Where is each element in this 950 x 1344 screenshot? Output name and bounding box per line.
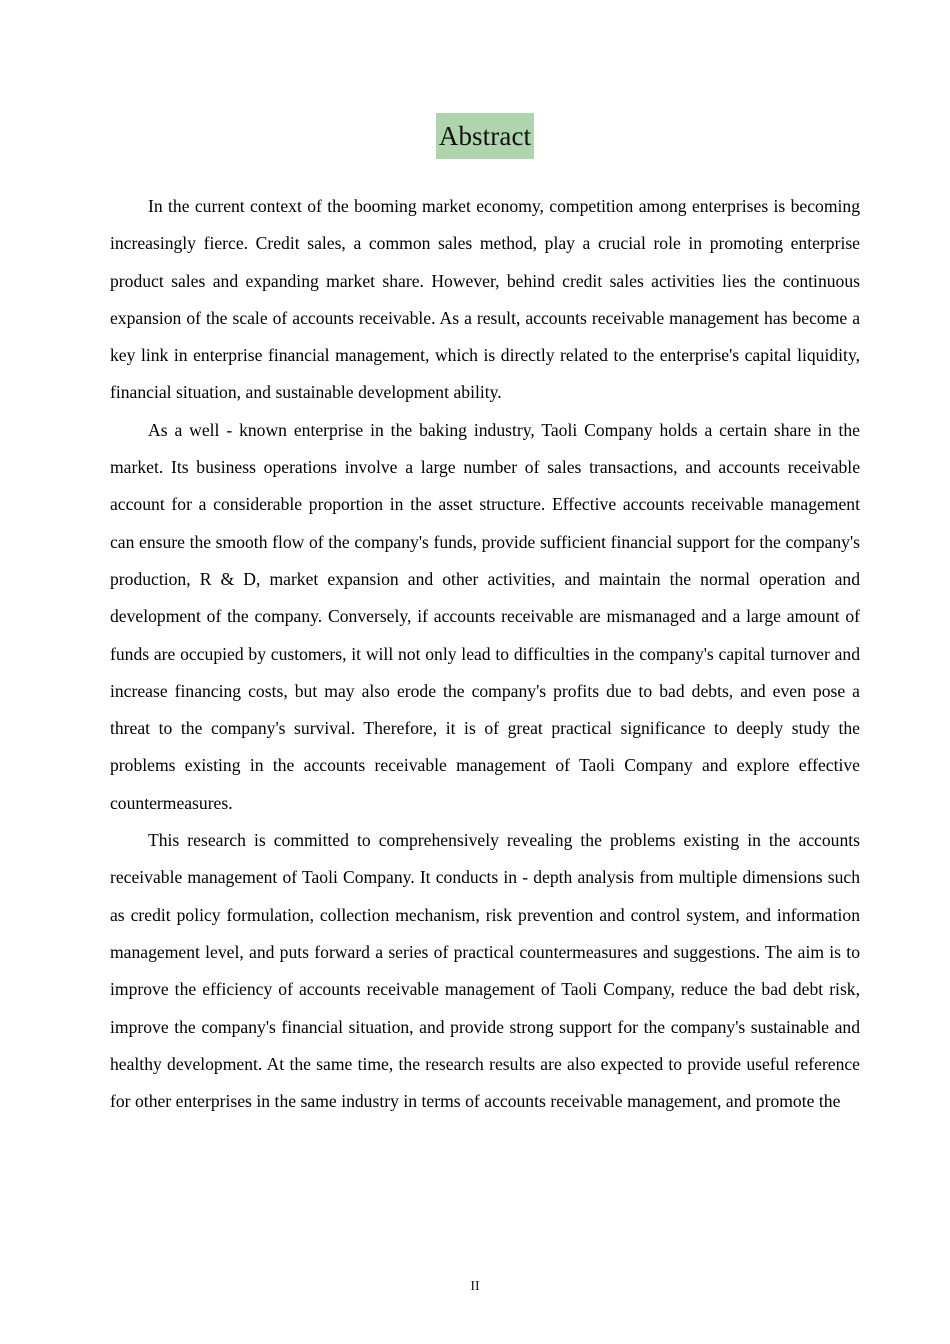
abstract-heading (110, 113, 860, 159)
paragraph-2: As a well - known enterprise in the baking industry, Taoli Company holds a certain share in the market. Its business operations involve a large number of sales transactions, and accounts receivable account for a considerable proportion in the asset structure. Effective accounts receivable management can ensure the smooth flow of the company's funds, provide sufficient financial support for the company's production, R & D, market expansion and other activities, and maintain the normal operation and development of the company. Conversely, if accounts receivable are mismanaged and a large amount of funds are occupied by customers, it will not only lead to difficulties in the company's capital turnover and increase financing costs, but may also erode the company's profits due to bad debts, and even pose a threat to the company's survival. Therefore, it is of great practical significance to deeply study the problems existing in the accounts receivable management of Taoli Company and explore effective countermeasures. (110, 419, 860, 813)
page-number: II (470, 1279, 480, 1294)
paragraph-3: This research is committed to comprehensively revealing the problems existing in the accounts receivable management of Taoli Company. It conducts in - depth analysis from multiple dimensions such as credit policy formulation, collection mechanism, risk prevention and control system, and information management level, and puts forward a series of practical countermeasures and suggestions. The aim is to improve the efficiency of accounts receivable management of Taoli Company, reduce the bad debt risk, improve the company's financial situation, and provide strong support for the company's sustainable and healthy development. At the same time, the research results are also expected to provide useful reference for other enterprises in the same industry in terms of accounts receivable management, and promote the (110, 830, 860, 1112)
page-title: Abstract (436, 113, 534, 159)
abstract-body (110, 188, 860, 1120)
paragraph-1: In the current context of the booming market economy, competition among enterprises is becoming increasingly fierce. Credit sales, a common sales method, play a crucial role in promoting enterprise product sales and expanding market share. However, behind credit sales activities lies the continuous expansion of the scale of accounts receivable. As a result, accounts receivable management has become a key link in enterprise financial management, which is directly related to the enterprise's capital liquidity, financial situation, and sustainable development ability. (110, 196, 860, 403)
page-footer (0, 1264, 950, 1344)
